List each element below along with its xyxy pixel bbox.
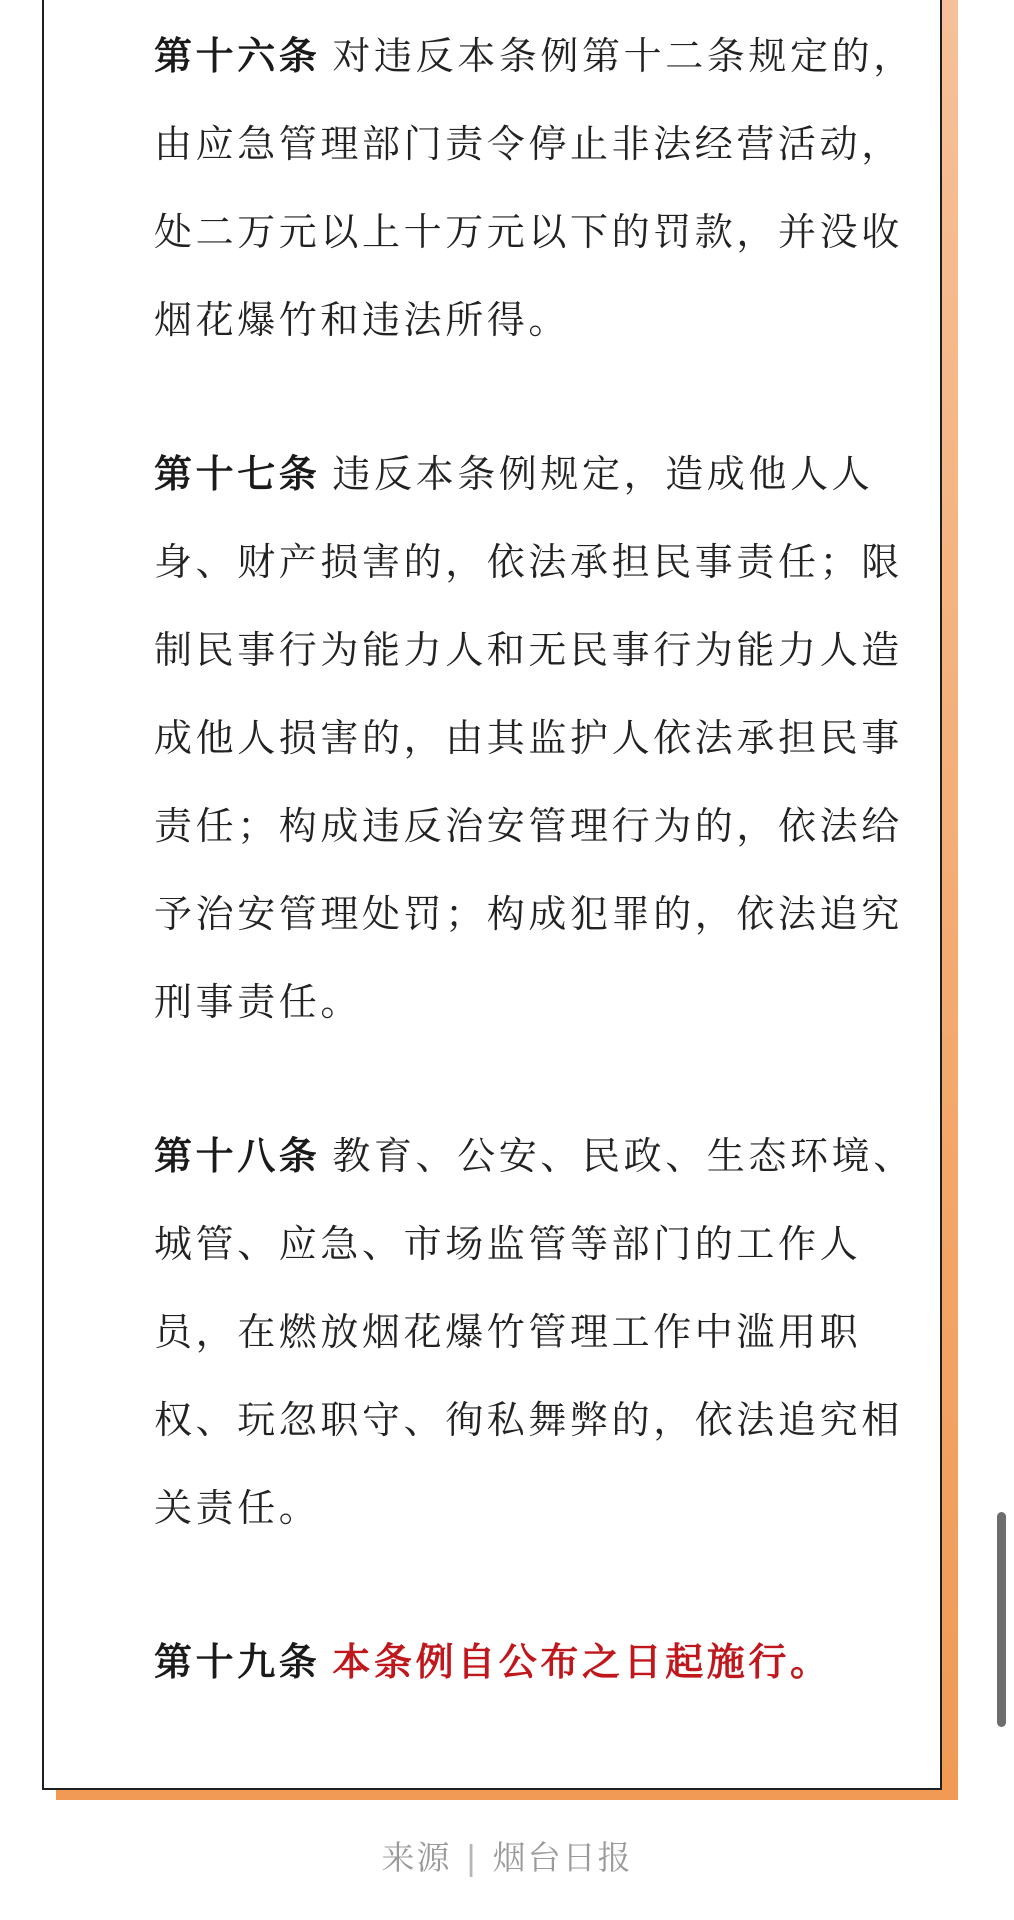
article-body: 违反本条例规定，造成他人人身、财产损害的，依法承担民事责任；限制民事行为能力人和无民事行为能力人造成他人损害的，由其监护人依法承担民事责任；构成违反治安管理行为的，依法给予治安管理处罚；构成犯罪的，依法追究刑事责任。 bbox=[154, 452, 903, 1024]
article-body: 对违反本条例第十二条规定的，由应急管理部门责令停止非法经营活动，处二万元以上十万元以下的罚款，并没收烟花爆竹和违法所得。 bbox=[154, 34, 915, 342]
article-17 bbox=[154, 430, 936, 1046]
article-title: 第十六条 bbox=[154, 34, 321, 78]
regulation-card bbox=[42, 0, 942, 1790]
article-title: 第十八条 bbox=[154, 1134, 321, 1178]
source-credit bbox=[0, 1832, 1014, 1879]
source-name: 烟台日报 bbox=[492, 1838, 633, 1877]
source-label: 来源 bbox=[381, 1838, 452, 1877]
article-18 bbox=[154, 1112, 936, 1552]
article-body-highlight: 本条例自公布之日起施行。 bbox=[332, 1640, 832, 1684]
article-19 bbox=[154, 1618, 936, 1706]
source-separator: | bbox=[465, 1838, 479, 1877]
article-title: 第十七条 bbox=[154, 452, 321, 496]
article-body: 教育、公安、民政、生态环境、城管、应急、市场监管等部门的工作人员，在燃放烟花爆竹管理工作中滥用职权、玩忽职守、徇私舞弊的，依法追究相关责任。 bbox=[154, 1134, 915, 1530]
regulation-content bbox=[154, 12, 936, 1772]
article-title: 第十九条 bbox=[154, 1640, 321, 1684]
article-16 bbox=[154, 12, 936, 364]
scrollbar-thumb[interactable] bbox=[997, 1512, 1006, 1727]
